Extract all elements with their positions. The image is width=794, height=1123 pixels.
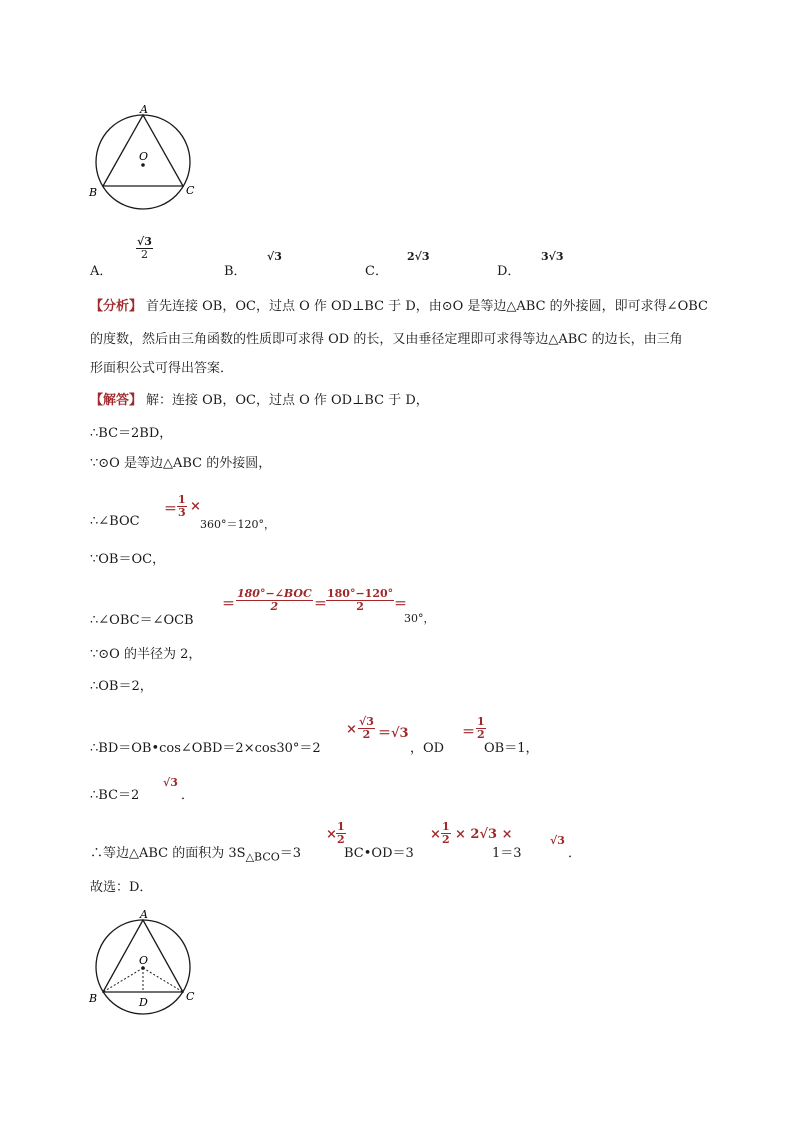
option-a-den: 2 (140, 248, 148, 261)
solution-line-9-times: × (346, 722, 357, 737)
solution-line-12: 故选：D． (90, 880, 153, 895)
option-a-num: √3 (137, 235, 152, 248)
label-b: B (89, 186, 98, 199)
option-a-fraction (136, 236, 153, 261)
option-d-value: 3√3 (541, 250, 564, 263)
label-o: O (139, 954, 149, 967)
fraction-den: 2 (337, 833, 345, 846)
option-b-value: √3 (267, 250, 282, 263)
solution-line-11-times2: × (430, 827, 441, 842)
analysis-line-1: 首先连接 OB，OC，过点 O 作 OD⊥BC 于 D，由⊙O 是等边△ABC 的外接圆，即可求得∠OBC (146, 299, 708, 314)
option-c-value: 2√3 (407, 250, 430, 263)
solution-line-11-post: ． (568, 846, 582, 861)
fraction-den: 2 (356, 600, 364, 613)
fraction-num: 180°−∠BOC (237, 587, 312, 600)
solution-line-9-text: ∴BD＝OB•cos∠OBD＝2×cos30°＝2 (90, 741, 321, 756)
solution-line-6-eq2: ＝ (314, 597, 328, 612)
option-d-label: D． (497, 264, 521, 279)
option-b-label: B． (224, 264, 247, 279)
solution-line-6-eq3: ＝ (394, 597, 408, 612)
fraction-den: 3 (178, 506, 186, 519)
area-eq: ＝3 (279, 846, 302, 861)
solution-line-9-eq2: ＝ (462, 725, 476, 740)
area-subscript: △BCO (245, 850, 280, 864)
solution-line-4-eq: ＝ (164, 502, 178, 517)
solution-line-11-value: √3 (550, 834, 565, 847)
solution-line-6-result: 30°， (404, 612, 435, 625)
solution-tag: 【解答】 (90, 393, 143, 408)
option-a-label: A． (90, 264, 113, 279)
solution-line-1: 解：连接 OB，OC，过点 O 作 OD⊥BC 于 D， (146, 393, 429, 408)
solution-line-6-text: ∴∠OBC＝∠OCB (90, 613, 194, 628)
fraction-num: 1 (477, 715, 485, 728)
solution-line-9-post: OB＝1， (484, 741, 539, 756)
area-text: ∴等边△ABC 的面积为 3S (90, 846, 246, 861)
label-c: C (186, 184, 195, 197)
solution-line-11-eq2: 1＝3 (492, 846, 522, 861)
solution-line-4-times: × (190, 499, 201, 514)
fraction-angle-formula (236, 588, 313, 613)
figure-circle-triangle (86, 100, 206, 215)
solution-line-7: ∵⊙O 的半径为 2， (90, 647, 202, 662)
solution-line-6-eq1: ＝ (222, 597, 236, 612)
option-c-label: C． (365, 264, 388, 279)
solution-line-9-od: ，OD (410, 741, 445, 756)
fraction-num: √3 (359, 715, 374, 728)
solution-line-2: ∴BC＝2BD， (90, 426, 173, 441)
label-a: A (140, 908, 148, 921)
solution-line-11-times: × (326, 827, 337, 842)
solution-line-11-product: × 2√3 × (455, 827, 513, 842)
fraction-den: 2 (442, 833, 450, 846)
label-a: A (140, 103, 148, 116)
solution-line-10-text: ∴BC＝2 (90, 788, 140, 803)
solution-line-5: ∵OB＝OC， (90, 552, 166, 567)
fraction-one-third (177, 494, 187, 519)
solution-line-9-result: ＝√3 (378, 726, 409, 741)
solution-line-4-result: 360°＝120°， (200, 518, 275, 531)
solution-line-3: ∵⊙O 是等边△ABC 的外接圆， (90, 456, 272, 471)
solution-line-11-text (90, 842, 301, 864)
fraction-num: 1 (442, 820, 450, 833)
fraction-angle-value (326, 588, 394, 613)
solution-line-10-post: ． (181, 788, 195, 803)
label-c: C (186, 990, 195, 1003)
solution-line-10-value: √3 (163, 776, 178, 789)
fraction-den: 2 (270, 600, 279, 613)
fraction-num: 1 (337, 820, 345, 833)
fraction-num: 180°−120° (327, 587, 394, 600)
fraction-num: 1 (178, 493, 186, 506)
fraction-sqrt3-over-2 (358, 716, 375, 741)
label-d: D (139, 996, 148, 1009)
fraction-one-half-area-2 (441, 821, 451, 846)
solution-line-8: ∴OB＝2， (90, 679, 153, 694)
solution-line-4-text: ∴∠BOC (90, 514, 140, 529)
analysis-line-2: 的度数，然后由三角函数的性质即可求得 OD 的长，又由垂径定理即可求得等边△ABC 的边长，由三角 (90, 332, 683, 347)
analysis-tag: 【分析】 (90, 299, 143, 314)
fraction-den: 2 (477, 728, 485, 741)
solution-line-11-mid: BC•OD＝3 (344, 846, 414, 861)
figure-circle-triangle-with-d (86, 904, 206, 1019)
fraction-den: 2 (362, 728, 371, 741)
center-point (141, 163, 145, 167)
label-b: B (89, 992, 98, 1005)
analysis-line-3: 形面积公式可得出答案． (90, 361, 234, 376)
label-o: O (139, 150, 149, 163)
